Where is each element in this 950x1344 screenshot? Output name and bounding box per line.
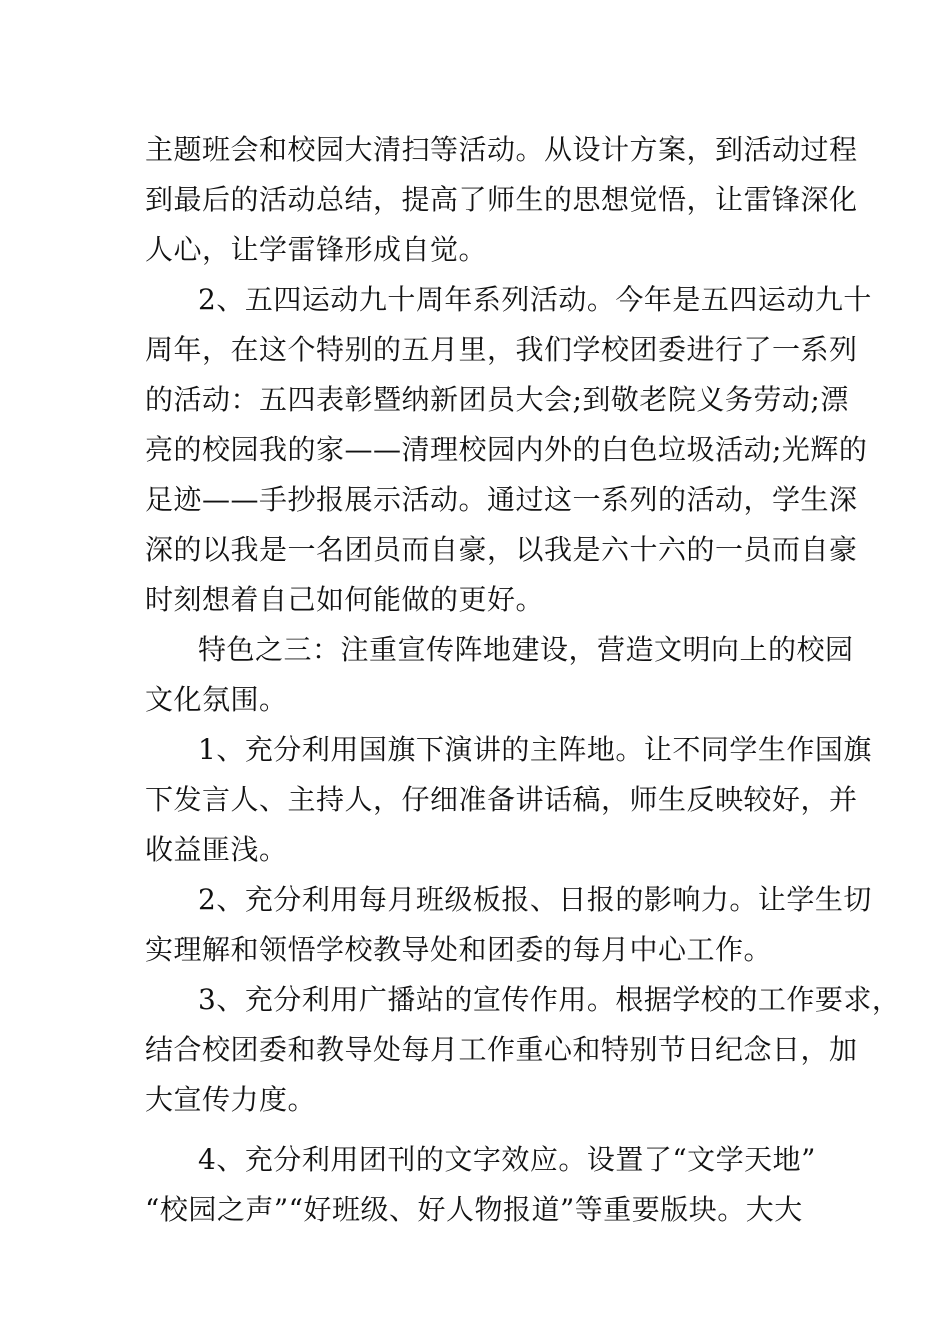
section-heading-line: 特色之三：注重宣传阵地建设，营造文明向上的校园 [198, 633, 854, 666]
paragraph-start-line: 2、五四运动九十周年系列活动。今年是五四运动九十 [198, 283, 872, 316]
text-line: 到最后的活动总结，提高了师生的思想觉悟，让雷锋深化 [145, 183, 858, 216]
text-line: 时刻想着自己如何能做的更好。 [145, 583, 545, 616]
paragraph-start-line: 4、充分利用团刊的文字效应。设置了“文学天地” [198, 1143, 816, 1176]
paragraph-start-line: 2、充分利用每月班级板报、日报的影响力。让学生切 [198, 883, 872, 916]
text-line: 亮的校园我的家——清理校园内外的白色垃圾活动;光辉的 [145, 433, 868, 466]
paragraph-start-line: 3、充分利用广播站的宣传作用。根据学校的工作要求， [198, 983, 901, 1016]
text-line: 大宣传力度。 [145, 1083, 317, 1116]
text-line: 结合校团委和教导处每月工作重心和特别节日纪念日，加 [145, 1033, 858, 1066]
text-line: 收益匪浅。 [145, 833, 288, 866]
text-line: 深的以我是一名团员而自豪，以我是六十六的一员而自豪 [145, 533, 858, 566]
text-line: 周年，在这个特别的五月里，我们学校团委进行了一系列 [145, 333, 858, 366]
text-line: 足迹——手抄报展示活动。通过这一系列的活动，学生深 [145, 483, 858, 516]
text-line: 主题班会和校园大清扫等活动。从设计方案，到活动过程 [145, 133, 858, 166]
section-heading-line: 文化氛围。 [145, 683, 288, 716]
text-line: 人心，让学雷锋形成自觉。 [145, 233, 488, 266]
text-line: 的活动：五四表彰暨纳新团员大会;到敬老院义务劳动;漂 [145, 383, 849, 416]
text-line: 实理解和领悟学校教导处和团委的每月中心工作。 [145, 933, 773, 966]
paragraph-start-line: 1、充分利用国旗下演讲的主阵地。让不同学生作国旗 [198, 733, 872, 766]
text-line: 下发言人、主持人，仔细准备讲话稿，师生反映较好，并 [145, 783, 858, 816]
text-line: “校园之声”“好班级、好人物报道”等重要版块。大大 [145, 1193, 803, 1226]
